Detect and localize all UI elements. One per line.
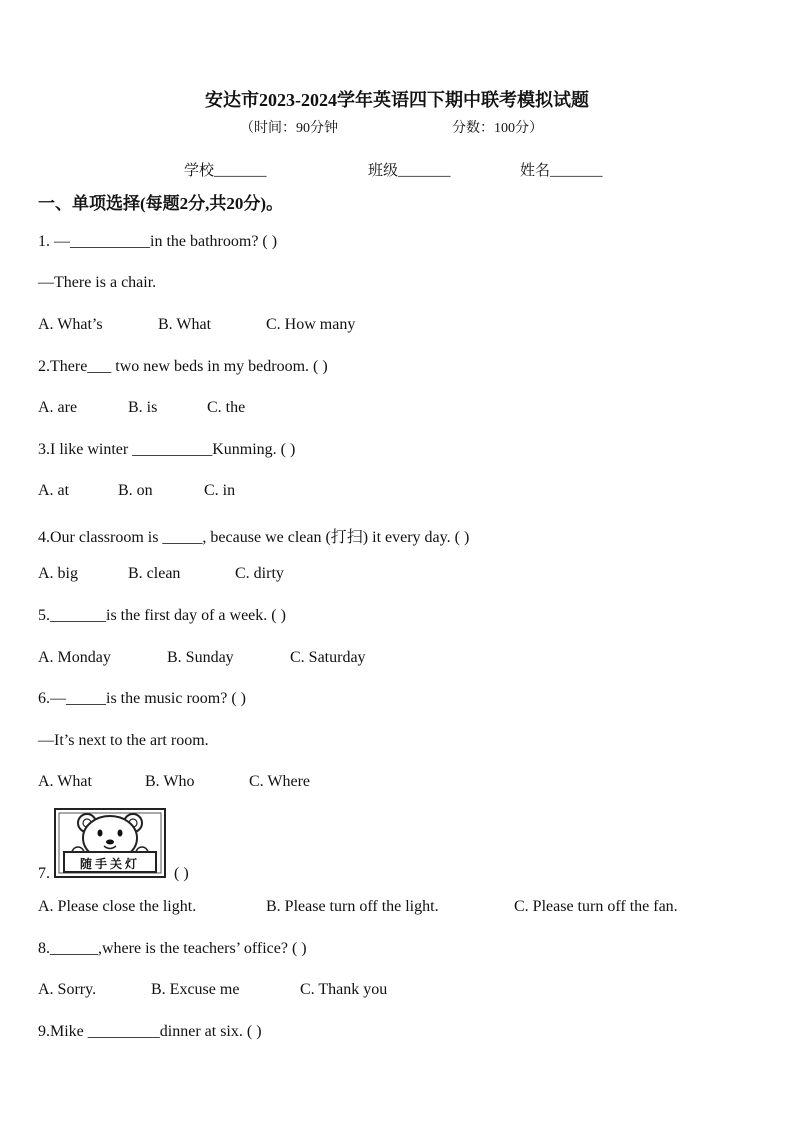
- question-7-stem: 7.: [38, 865, 50, 882]
- question-7-option-a[interactable]: A. Please close the light.: [38, 898, 197, 915]
- question-1-answer-line: —There is a chair.: [38, 274, 157, 291]
- question-8-option-a[interactable]: A. Sorry.: [38, 981, 97, 998]
- sign-text: 随手关灯: [79, 857, 140, 871]
- question-6-option-c[interactable]: C. Where: [249, 773, 311, 790]
- question-3-option-a[interactable]: A. at: [38, 482, 70, 499]
- exam-score: 分数：100分）: [452, 121, 543, 136]
- question-1-stem: 1. —__________in the bathroom? ( ): [38, 233, 278, 250]
- question-1-option-a[interactable]: A. What’s: [38, 316, 103, 333]
- question-6-stem: 6.—_____is the music room? ( ): [38, 690, 246, 707]
- question-4-option-b[interactable]: B. clean: [128, 565, 181, 582]
- question-9-stem: 9.Mike _________dinner at six. ( ): [38, 1023, 262, 1040]
- question-1-option-c[interactable]: C. How many: [266, 316, 356, 333]
- question-4-stem: 4.Our classroom is _____, because we clean (打扫) it every day. ( ): [38, 529, 470, 546]
- question-2-option-b[interactable]: B. is: [128, 399, 158, 416]
- question-7-option-b[interactable]: B. Please turn off the light.: [266, 898, 439, 915]
- question-6-option-b[interactable]: B. Who: [145, 773, 195, 790]
- question-5-option-c[interactable]: C. Saturday: [290, 649, 366, 666]
- question-3-option-c[interactable]: C. in: [204, 482, 236, 499]
- exam-time: （时间：90分钟: [240, 121, 338, 136]
- question-8-option-c[interactable]: C. Thank you: [300, 981, 388, 998]
- question-5-stem: 5._______is the first day of a week. ( ): [38, 607, 286, 624]
- question-1-option-b[interactable]: B. What: [158, 316, 212, 333]
- question-4-option-a[interactable]: A. big: [38, 565, 78, 582]
- question-5-option-a[interactable]: A. Monday: [38, 649, 111, 666]
- section-title: 一、单项选择(每题2分,共20分)。: [38, 194, 284, 213]
- question-7-answer-paren: ( ): [174, 865, 189, 882]
- question-6-option-a[interactable]: A. What: [38, 773, 92, 790]
- question-7-option-c[interactable]: C. Please turn off the fan.: [514, 898, 678, 915]
- question-3-option-b[interactable]: B. on: [118, 482, 153, 499]
- school-field: 学校_______: [184, 163, 267, 179]
- question-8-option-b[interactable]: B. Excuse me: [151, 981, 240, 998]
- question-3-stem: 3.I like winter __________Kunming. ( ): [38, 441, 296, 458]
- question-2-stem: 2.There___ two new beds in my bedroom. ( ): [38, 358, 328, 375]
- question-6-answer-line: —It’s next to the art room.: [38, 732, 209, 749]
- name-field: 姓名_______: [520, 163, 603, 179]
- page-title: 安达市2023-2024学年英语四下期中联考模拟试题: [205, 90, 589, 110]
- question-5-option-b[interactable]: B. Sunday: [167, 649, 234, 666]
- turn-off-light-sign-image: [54, 808, 166, 878]
- question-2-option-a[interactable]: A. are: [38, 399, 78, 416]
- question-2-option-c[interactable]: C. the: [207, 399, 246, 416]
- question-4-option-c[interactable]: C. dirty: [235, 565, 284, 582]
- class-field: 班级_______: [368, 163, 451, 179]
- question-8-stem: 8.______,where is the teachers’ office? ( ): [38, 940, 307, 957]
